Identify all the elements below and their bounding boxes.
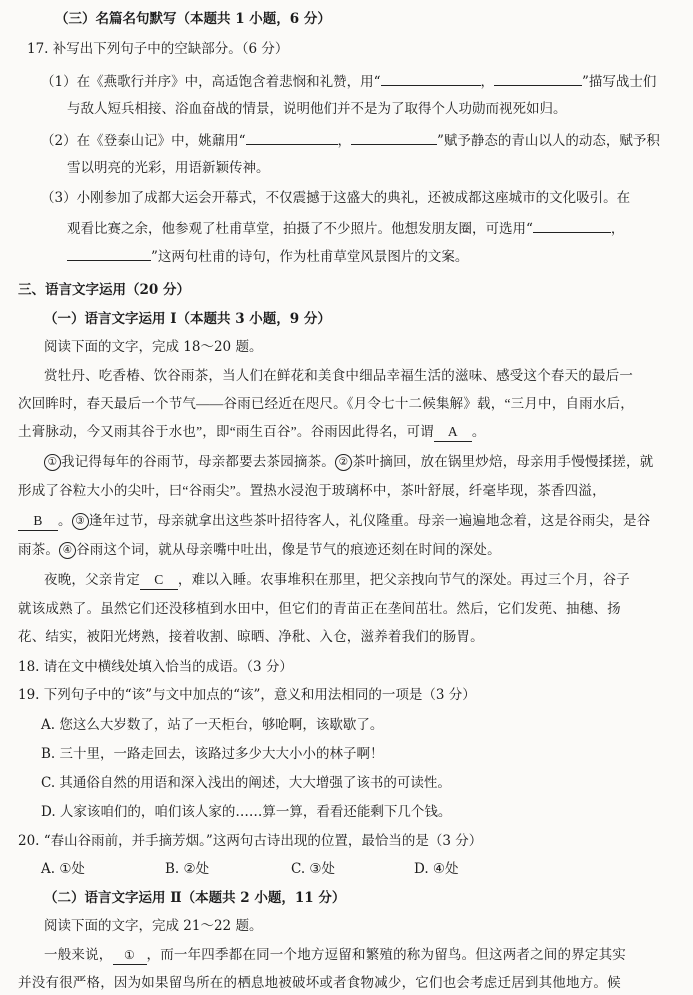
passage-line: 花、结实，被阳光烤熟，接着收割、晾晒、净秕、入仓，滋养着我们的肠胃。 — [18, 629, 484, 644]
question-17-part-2: （2）在《登泰山记》中，姚鼐用“ ， ”赋予静态的青山以人的动态，赋予积 — [41, 130, 660, 150]
question-18: 18. 请在文中横线处填入恰当的成语。（3 分） — [18, 659, 293, 675]
option-c[interactable]: C. ③处 — [291, 861, 336, 877]
passage-line: 就该成熟了。虽然它们还没移植到水田中，但它们的青苗正在垄间茁壮。然后，它们发蔸、抽穗、扬 — [18, 601, 621, 616]
option-a[interactable]: A. ①处 — [41, 861, 85, 877]
passage-line: 一般来说， ① ，而一年四季都在同一个地方逗留和繁殖的称为留鸟。但这两者之间的界定其实 — [44, 946, 626, 965]
position-marker-2: ② — [335, 454, 352, 471]
passage-line: 赏牡丹、吃香椿、饮谷雨茶，当人们在鲜花和美食中细品幸福生活的滋味、感受这个春天的最后一 — [44, 368, 634, 383]
option-d[interactable]: D. 人家该咱们的，咱们该人家的……算一算，看看还能剩下几个钱。 — [41, 804, 452, 820]
passage-line: 次回眸时，春天最后一个节气——谷雨已经近在咫尺。《月令七十二候集解》载，“三月中，自雨水后， — [18, 396, 634, 411]
question-17-part-1: （1）在《燕歌行并序》中，高适饱含着悲悯和礼赞，用“ ， ”描写战士们 — [41, 71, 656, 91]
passage-line: 雨茶。 ④ 谷雨这个词，就从母亲嘴中吐出，像是节气的痕迹还刻在时间的深处。 — [18, 542, 501, 557]
reading-instruction: 阅读下面的文字，完成 21～22 题。 — [44, 918, 263, 934]
subsection-heading: （一）语言文字运用 Ⅰ（本题共 3 小题，9 分） — [44, 311, 331, 327]
question-17-part-3: （3）小刚参加了成都大运会开幕式，不仅震撼于这盛大的典礼，还被成都这座城市的文化吸引。在 — [41, 190, 631, 206]
question-17-stem: 17. 补写出下列句子中的空缺部分。（6 分） — [27, 41, 289, 57]
passage-line: B 。 ③ 逢年过节，母亲就拿出这些茶叶招待客人，礼仪隆重。母亲一遍遍地念着，这是谷雨尖，是谷 — [18, 512, 650, 531]
option-d[interactable]: D. ④处 — [414, 861, 459, 877]
passage-line: 并没有很严格，因为如果留鸟所在的栖息地被破坏或者食物减少，它们也会考虑迁居到其他地方。候 — [18, 975, 621, 990]
answer-blank[interactable] — [533, 218, 611, 233]
question-17-part-3-cont2: ”这两句杜甫的诗句，作为杜甫草堂风景图片的文案。 — [67, 246, 468, 266]
passage-line: 形成了谷粒大小的尖叶，曰“谷雨尖”。置热水浸泡于玻璃杯中，茶叶舒展，纤毫毕现，茶香四溢， — [18, 483, 606, 498]
position-marker-1: ① — [44, 454, 61, 471]
question-19-stem: 19. 下列句子中的“该”与文中加点的“该”，意义和用法相同的一项是（3 分） — [18, 687, 476, 703]
option-b[interactable]: B. 三十里，一路走回去，该路过多少大大小小的林子啊！ — [41, 746, 384, 762]
question-17-part-2-cont: 雪以明亮的光彩，用语新颖传神。 — [67, 160, 270, 176]
reading-instruction: 阅读下面的文字，完成 18～20 题。 — [44, 339, 263, 355]
section-heading: （三）名篇名句默写（本题共 1 小题，6 分） — [55, 11, 331, 27]
answer-blank[interactable] — [67, 246, 151, 261]
question-17-part-3-cont: 观看比赛之余，他参观了杜甫草堂，拍摄了不少照片。他想发朋友圈，可选用“ ， — [67, 218, 624, 238]
option-b[interactable]: B. ②处 — [165, 861, 210, 877]
passage-line: ① 我记得每年的谷雨节，母亲都要去茶园摘茶。 ② 茶叶摘回，放在锅里炒焙，母亲用手慢慢揉搓，就 — [44, 453, 653, 471]
option-a[interactable]: A. 您这么大岁数了，站了一天柜台，够呛啊，该歇歇了。 — [41, 717, 384, 733]
option-c[interactable]: C. 其通俗自然的用语和深入浅出的阐述，大大增强了该书的可读性。 — [41, 775, 451, 791]
position-marker-4: ④ — [59, 542, 76, 559]
blank-a: A — [434, 423, 472, 442]
position-marker-3: ③ — [72, 513, 89, 530]
blank-c: C — [140, 571, 178, 590]
passage-line: 夜晚，父亲肯定 C ，难以入睡。农事堆积在那里，把父亲拽向节气的深处。再过三个月，谷子 — [44, 571, 630, 590]
question-17-part-1-cont: 与敌人短兵相接、浴血奋战的情景，说明他们并不是为了取得个人功勋而视死如归。 — [67, 101, 567, 117]
answer-blank[interactable] — [381, 71, 481, 86]
part-heading: 三、语言文字运用（20 分） — [18, 282, 190, 298]
passage-line: 土膏脉动，今又雨其谷于水也”，即“雨生百谷”。谷雨因此得名，可谓 A 。 — [18, 423, 486, 442]
answer-blank[interactable] — [246, 130, 338, 145]
blank-1: ① — [113, 946, 147, 965]
question-20-stem: 20. “春山谷雨前，并手摘芳烟。”这两句古诗出现的位置，最恰当的是（3 分） — [18, 833, 483, 849]
answer-blank[interactable] — [494, 71, 582, 86]
blank-b: B — [18, 512, 58, 531]
answer-blank[interactable] — [351, 130, 437, 145]
subsection-heading: （二）语言文字运用 Ⅱ（本题共 2 小题，11 分） — [44, 890, 346, 906]
